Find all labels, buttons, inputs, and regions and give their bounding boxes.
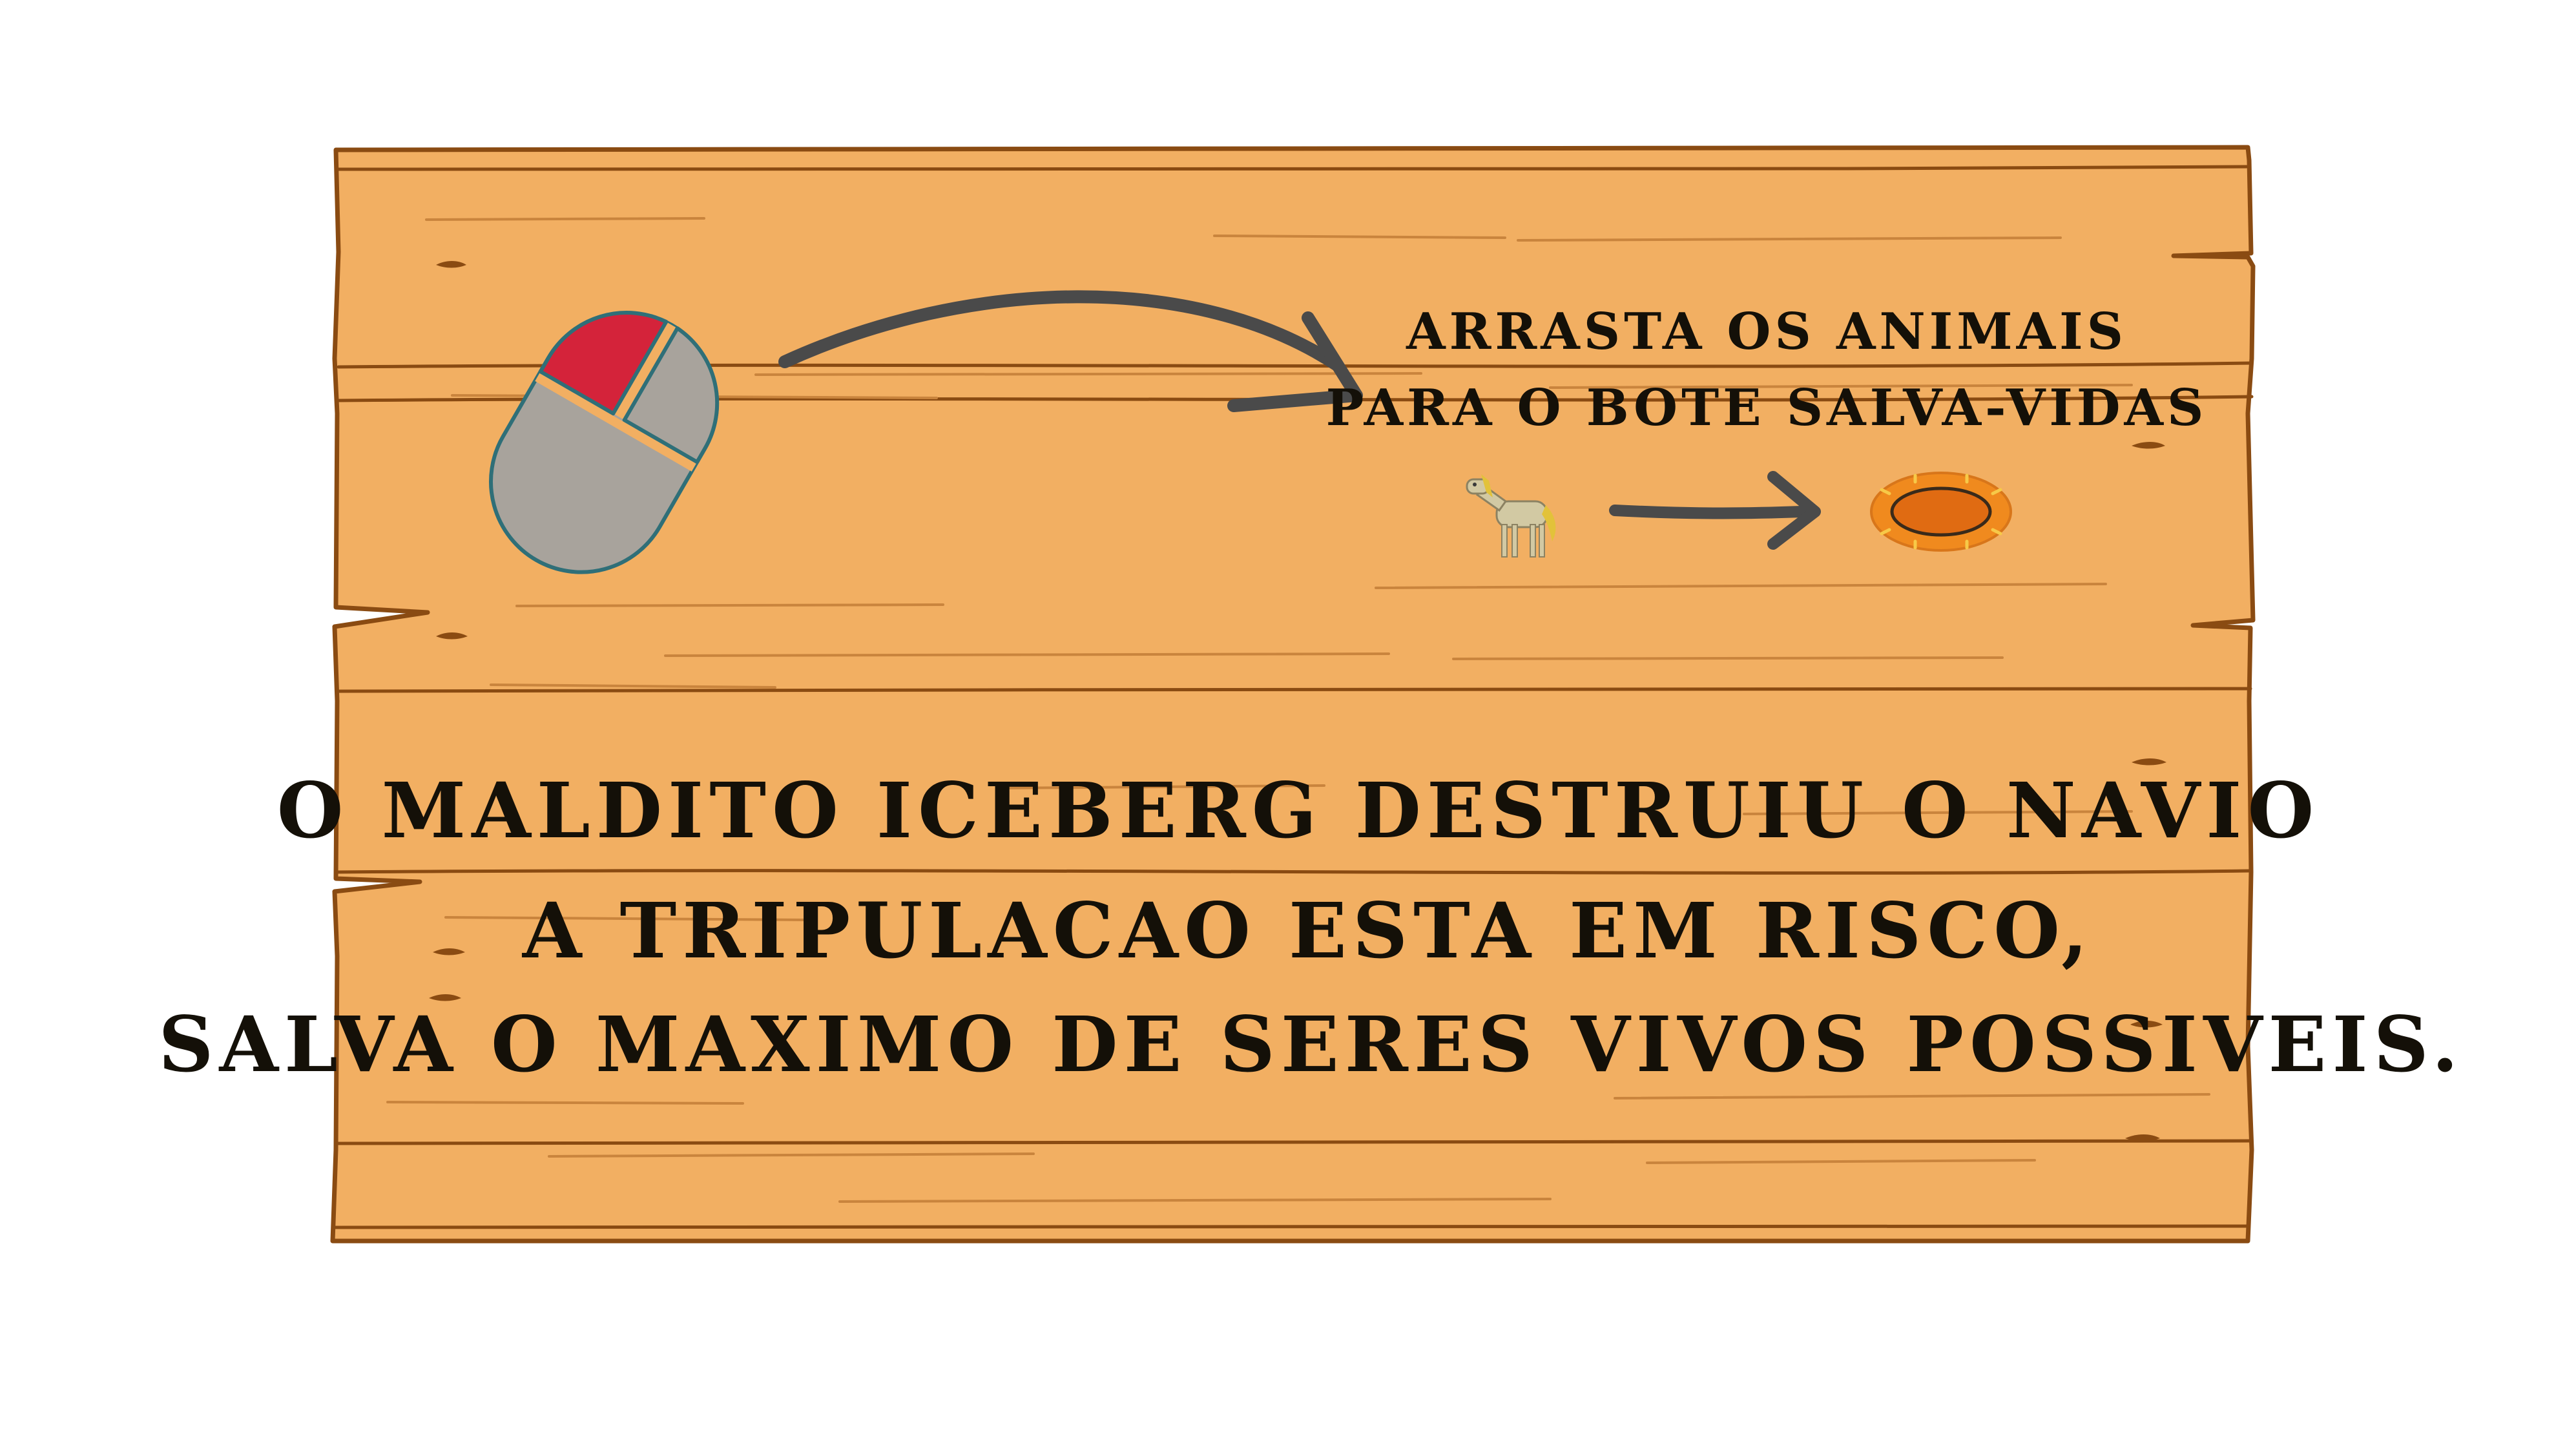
instruction-line-1: ARRASTA OS ANIMAIS <box>1406 302 2127 361</box>
story-line-3: SALVA O MAXIMO DE SERES VIVOS POSSIVEIS. <box>158 999 2464 1089</box>
life-raft-icon <box>1871 473 2011 550</box>
instruction-line-2: PARA O BOTE SALVA-VIDAS <box>1325 379 2208 437</box>
story-line-2: A TRIPULACAO ESTA EM RISCO, <box>522 886 2094 975</box>
story-line-1: O MALDITO ICEBERG DESTRUIU O NAVIO <box>276 766 2320 855</box>
